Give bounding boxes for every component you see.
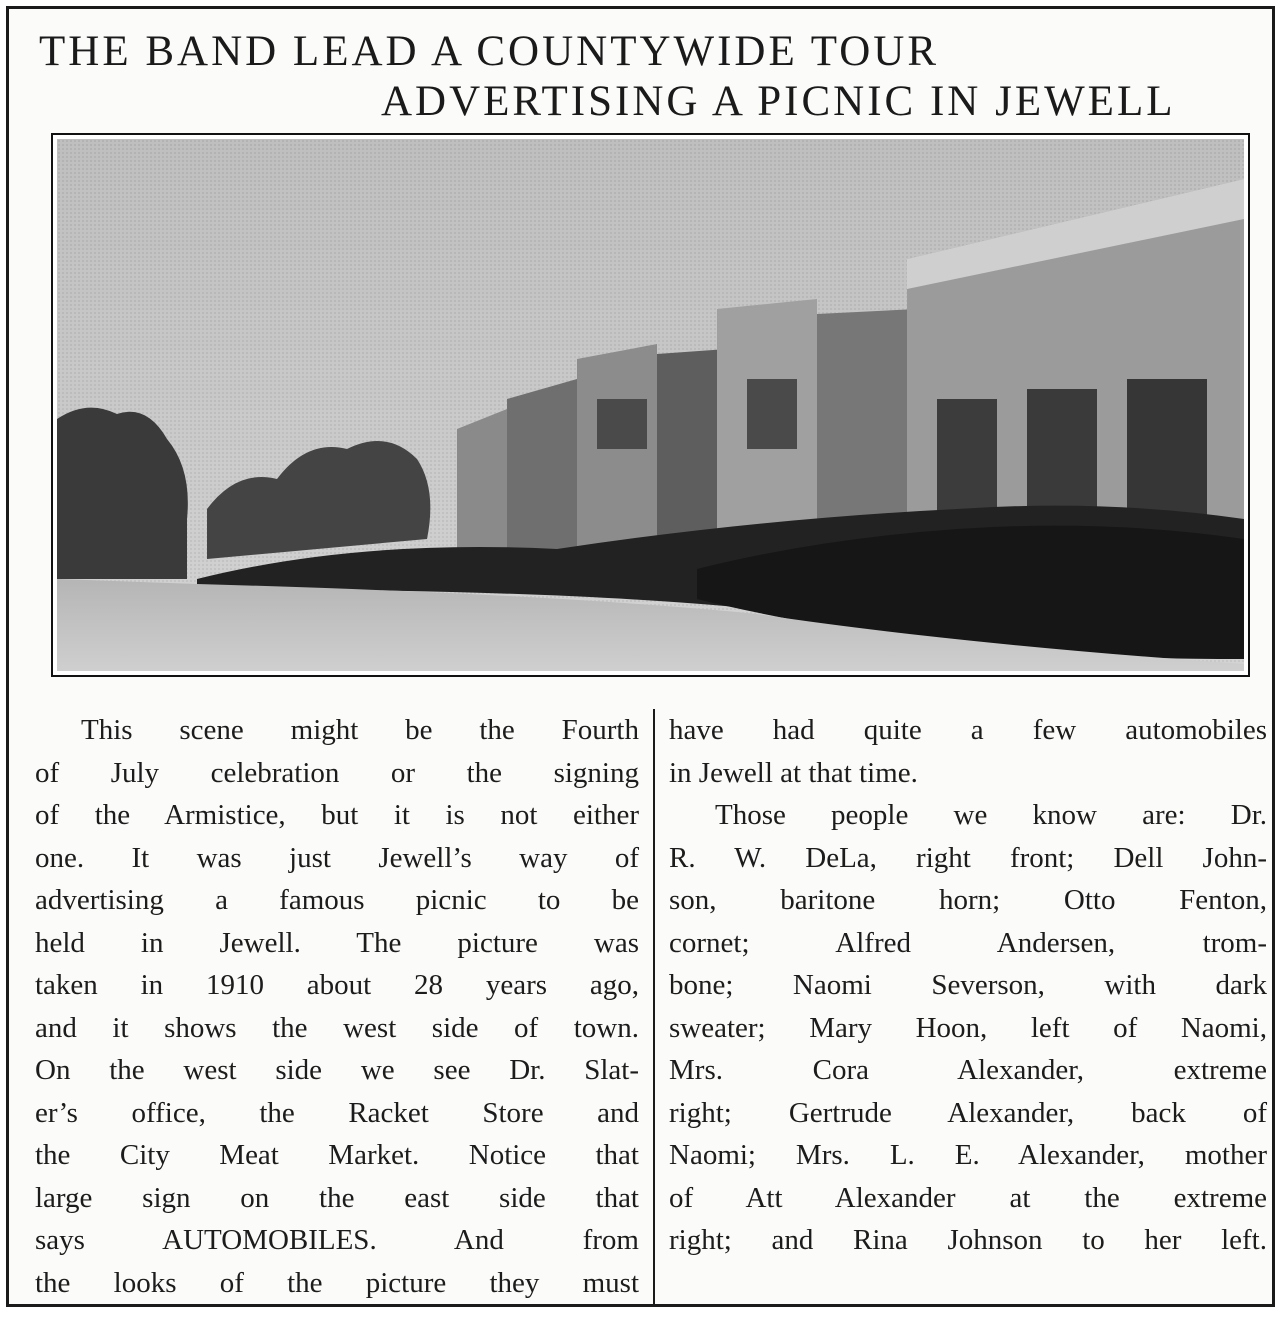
article-line: the looks of the picture they must: [35, 1266, 639, 1299]
article-paragraph-2: [669, 794, 1267, 1262]
street-scene-photo: [57, 139, 1244, 671]
article-line: right; Gertrude Alexander, back of: [669, 1096, 1267, 1129]
photo-frame: [51, 133, 1250, 677]
article-line: advertising a famous picnic to be: [35, 884, 639, 916]
column-divider: [653, 709, 655, 1306]
article-paragraph-1: [35, 709, 639, 1304]
article-line: sweater; Mary Hoon, left of Naomi,: [669, 1011, 1267, 1044]
article-line: of Att Alexander at the extreme: [669, 1181, 1267, 1214]
article-line: Mrs. Cora Alexander, extreme: [669, 1054, 1267, 1086]
article-line: the City Meat Market. Notice that: [35, 1139, 639, 1171]
article-line: and it shows the west side of town.: [35, 1011, 639, 1044]
article-line: R. W. DeLa, right front; Dell John-: [669, 841, 1267, 874]
article-line: right; and Rina Johnson to her left.: [669, 1224, 1267, 1256]
article-paragraph-1-continued: [669, 709, 1267, 794]
article-line: one. It was just Jewell’s way of: [35, 841, 639, 874]
newspaper-clipping: [6, 6, 1275, 1307]
article-line: er’s office, the Racket Store and: [35, 1096, 639, 1129]
article-line: Those people we know are: Dr.: [715, 799, 1267, 831]
article-column-right: [669, 709, 1267, 1262]
article-line: cornet; Alfred Andersen, trom-: [669, 926, 1267, 959]
article-line: of the Armistice, but it is not either: [35, 799, 639, 831]
article-line: have had quite a few automobiles: [669, 714, 1267, 746]
article-line: held in Jewell. The picture was: [35, 926, 639, 959]
article-line: On the west side we see Dr. Slat-: [35, 1054, 639, 1086]
headline-line-2: ADVERTISING A PICNIC IN JEWELL: [381, 78, 1176, 125]
article-line: Naomi; Mrs. L. E. Alexander, mother: [669, 1139, 1267, 1171]
article-line: in Jewell at that time.: [669, 756, 918, 789]
article-line: son, baritone horn; Otto Fenton,: [669, 884, 1267, 916]
article-line: says AUTOMOBILES. And from: [35, 1224, 639, 1256]
headline-line-1: THE BAND LEAD A COUNTYWIDE TOUR: [39, 28, 940, 75]
article-line: bone; Naomi Severson, with dark: [669, 969, 1267, 1001]
article-column-left: [35, 709, 639, 1304]
article-line: large sign on the east side that: [35, 1181, 639, 1214]
article-line: taken in 1910 about 28 years ago,: [35, 969, 639, 1001]
article-line: This scene might be the Fourth: [81, 714, 639, 746]
article-line: of July celebration or the signing: [35, 756, 639, 789]
